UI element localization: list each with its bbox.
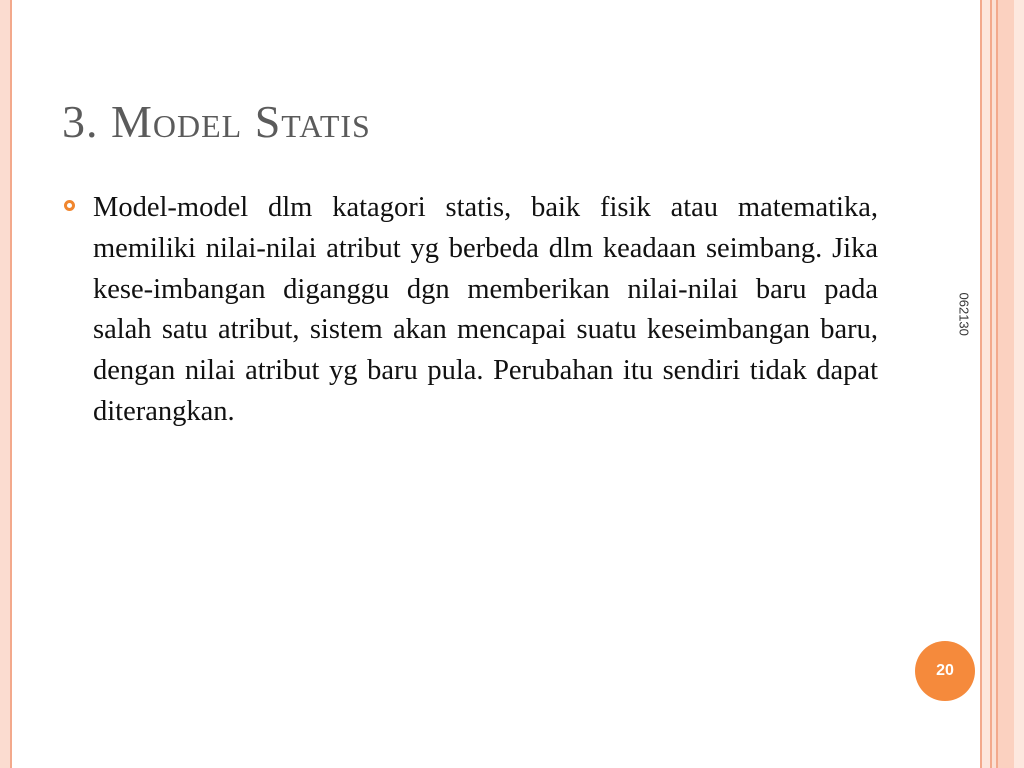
bullet-item bbox=[64, 188, 878, 433]
right-border-stripe bbox=[998, 0, 1014, 768]
left-border bbox=[0, 0, 10, 768]
slide-title: 3. Model Statis bbox=[62, 96, 371, 147]
page-number-badge: 20 bbox=[915, 641, 975, 701]
circle-bullet-icon bbox=[64, 200, 75, 211]
side-label: 062130 bbox=[956, 292, 972, 336]
bullet-text: Model-model dlm katagori statis, baik fisik atau matematika, memiliki nilai-nilai atribut yg berbeda dlm keadaan seimbang. Jika kese-imbangan diganggu dgn memberikan nilai-nilai baru pada salah satu atribut, sistem akan mencapai suatu keseimbangan baru, dengan nilai atribut yg baru pula. Perubahan itu sendiri tidak dapat diterangkan. bbox=[93, 192, 878, 427]
right-border-stripe bbox=[982, 0, 990, 768]
right-border-stripe bbox=[1014, 0, 1024, 768]
left-border-line bbox=[10, 0, 12, 768]
